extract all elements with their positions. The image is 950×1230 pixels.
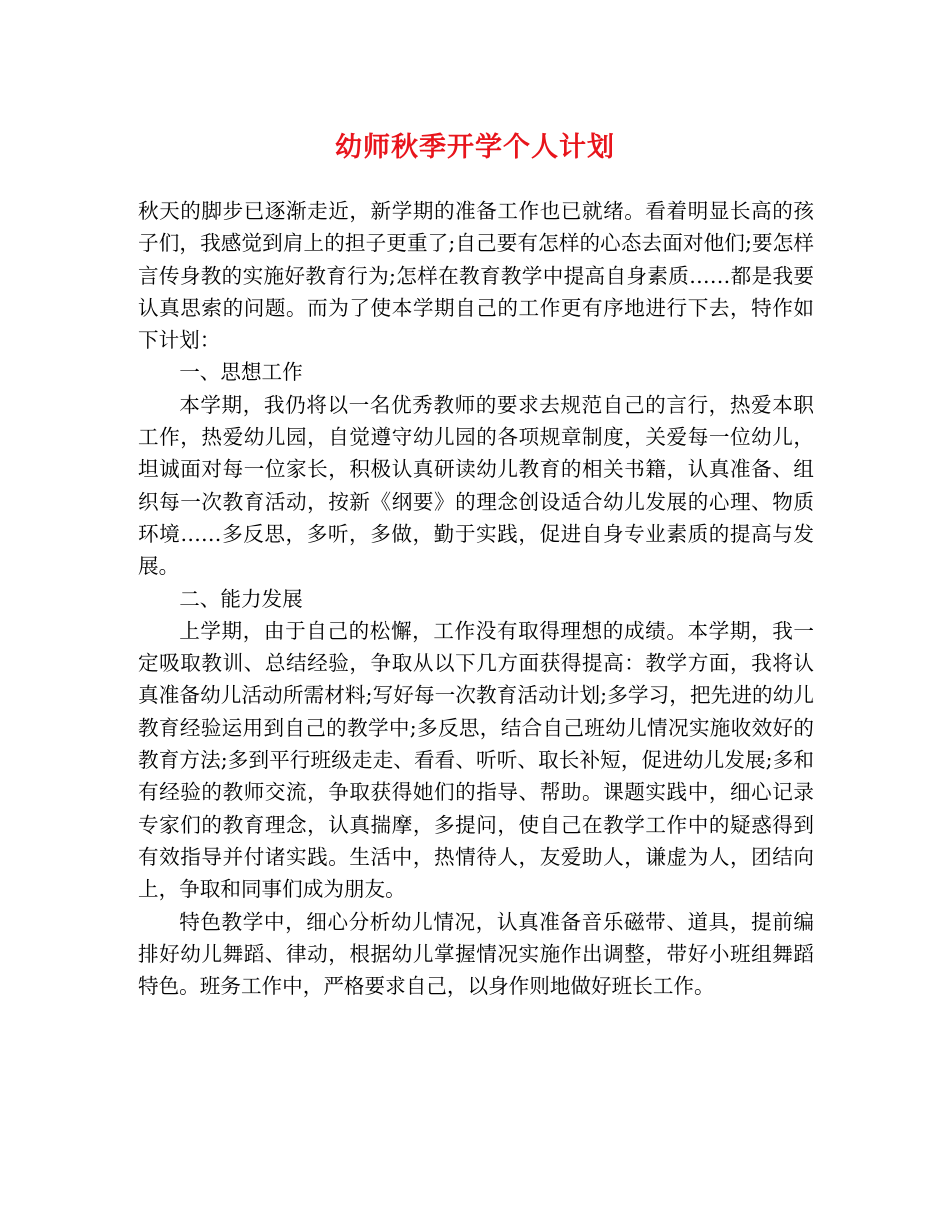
special-teaching-paragraph: 特色教学中，细心分析幼儿情况，认真准备音乐磁带、道具，提前编排好幼儿舞蹈、律动，根据幼儿掌握情况实施作出调整，带好小班组舞蹈特色。班务工作中，严格要求自己，以身作则地做好班长工作。 <box>138 909 814 999</box>
ability-development-paragraph: 上学期，由于自己的松懈，工作没有取得理想的成绩。本学期，我一定吸取教训、总结经验，争取从以下几方面获得提高：教学方面，我将认真准备幼儿活动所需材料;写好每一次教育活动计划;多学习，把先进的幼儿教育经验运用到自己的教学中;多反思，结合自己班幼儿情况实施收效好的教育方法;多到平行班级走走、看看、听听、取长补短，促进幼儿发展;多和有经验的教师交流，争取获得她们的指导、帮助。课题实践中，细心记录专家们的教育理念，认真揣摩，多提问，使自己在教学工作中的疑惑得到有效指导并付诸实践。生活中，热情待人，友爱助人，谦虚为人，团结向上，争取和同事们成为朋友。 <box>138 618 814 902</box>
intro-paragraph: 秋天的脚步已逐渐走近，新学期的准备工作也已就绪。看着明显长高的孩子们，我感觉到肩上的担子更重了;自己要有怎样的心态去面对他们;要怎样言传身教的实施好教育行为;怎样在教育教学中提高自身素质……都是我要认真思索的问题。而为了使本学期自己的工作更有序地进行下去，特作如下计划： <box>138 199 814 353</box>
thought-work-paragraph: 本学期，我仍将以一名优秀教师的要求去规范自己的言行，热爱本职工作，热爱幼儿园，自觉遵守幼儿园的各项规章制度，关爱每一位幼儿，坦诚面对每一位家长，积极认真研读幼儿教育的相关书籍，认真准备、组织每一次教育活动，按新《纲要》的理念创设适合幼儿发展的心理、物质环境……多反思，多听，多做，勤于实践，促进自身专业素质的提高与发展。 <box>138 392 814 579</box>
section-heading-ability-development: 二、能力发展 <box>179 586 303 611</box>
document-body <box>138 195 814 1002</box>
section-heading-thought-work: 一、思想工作 <box>179 360 303 385</box>
document-title: 幼师秋季开学个人计划 <box>335 132 615 163</box>
